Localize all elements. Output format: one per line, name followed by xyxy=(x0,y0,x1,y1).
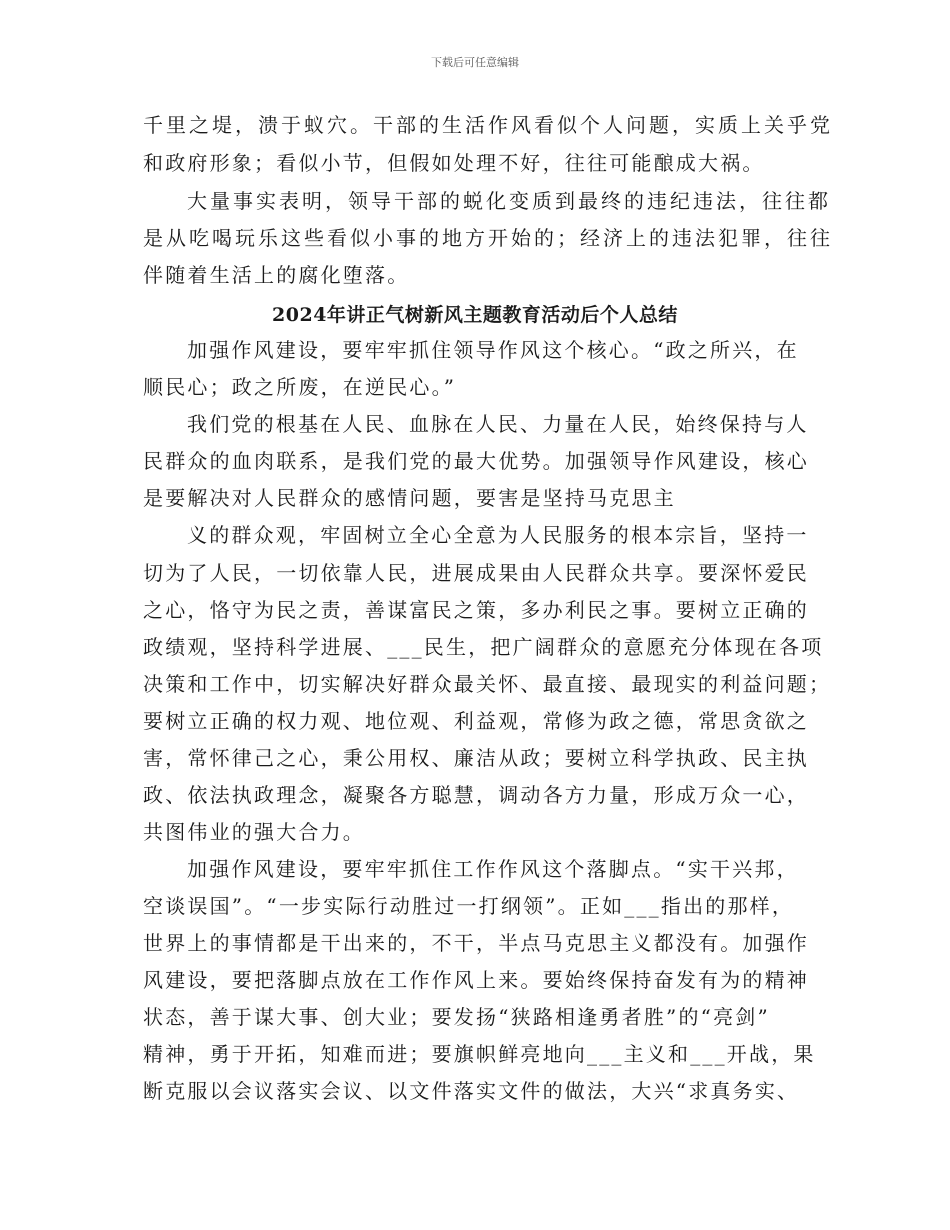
paragraph-line: 共图伟业的强大合力。 xyxy=(143,820,365,844)
paragraph-line: 风建设，要把落脚点放在工作作风上来。要始终保持奋发有为的精神 xyxy=(143,968,809,992)
paragraph-line: 断克服以会议落实会议、以文件落实文件的做法，大兴“求真务实、 xyxy=(143,1079,800,1103)
paragraph-line: 千里之堤，溃于蚁穴。干部的生活作风看似个人问题，实质上关乎党 xyxy=(143,113,833,137)
paragraph-line: 民群众的血肉联系，是我们党的最大优势。加强领导作风建设，核心 xyxy=(143,449,809,473)
paragraph-line: 我们党的根基在人民、血脉在人民、力量在人民，始终保持与人 xyxy=(187,412,809,436)
paragraph-line: 害，常怀律己之心，秉公用权、廉洁从政；要树立科学执政、民主执 xyxy=(143,746,809,770)
paragraph-line: 和政府形象；看似小节，但假如处理不好，往往可能酿成大祸。 xyxy=(143,151,765,175)
paragraph-line: 是要解决对人民群众的感情问题，要害是坚持马克思主 xyxy=(143,486,676,510)
paragraph-line: 是从吃喝玩乐这些看似小事的地方开始的；经济上的违法犯罪，往往 xyxy=(143,226,833,250)
paragraph-line: 义的群众观，牢固树立全心全意为人民服务的根本宗旨，坚持一 xyxy=(187,523,809,547)
paragraph-line: 顺民心；政之所废，在逆民心。” xyxy=(143,375,457,399)
paragraph-line: 政、依法执政理念，凝聚各方聪慧，调动各方力量，形成万众一心， xyxy=(143,783,809,807)
paragraph-line: 空谈误国”。“一步实际行动胜过一打纲领”。正如___指出的那样， xyxy=(143,894,795,918)
paragraph-line: 政绩观，坚持科学进展、___民生，把广阔群众的意愿充分体现在各项 xyxy=(143,635,824,659)
page-header: 下载后可任意编辑 xyxy=(431,56,519,69)
paragraph-line: 精神，勇于开拓，知难而进；要旗帜鲜亮地向___主义和___开战，果 xyxy=(143,1042,816,1066)
paragraph-line: 加强作风建设，要牢牢抓住工作作风这个落脚点。“实干兴邦， xyxy=(187,857,799,881)
paragraph-line: 大量事实表明，领导干部的蜕化变质到最终的违纪违法，往往都 xyxy=(187,189,831,213)
paragraph-line: 伴随着生活上的腐化堕落。 xyxy=(143,263,410,287)
paragraph-line: 切为了人民，一切依靠人民，进展成果由人民群众共享。要深怀爱民 xyxy=(143,561,809,585)
document-title: 2024年讲正气树新风主题教育活动后个人总结 xyxy=(272,304,678,326)
paragraph-line: 之心，恪守为民之责，善谋富民之策，多办利民之事。要树立正确的 xyxy=(143,598,809,622)
paragraph-line: 要树立正确的权力观、地位观、利益观，常修为政之德，常思贪欲之 xyxy=(143,709,809,733)
paragraph-line: 状态，善于谋大事、创大业；要发扬“狭路相逢勇者胜”的“亮剑” xyxy=(143,1005,770,1029)
paragraph-line: 决策和工作中，切实解决好群众最关怀、最直接、最现实的利益问题； xyxy=(143,672,832,696)
paragraph-line: 世界上的事情都是干出来的，不干，半点马克思主义都没有。加强作 xyxy=(143,931,809,955)
paragraph-line: 加强作风建设，要牢牢抓住领导作风这个核心。“政之所兴，在 xyxy=(187,338,799,362)
